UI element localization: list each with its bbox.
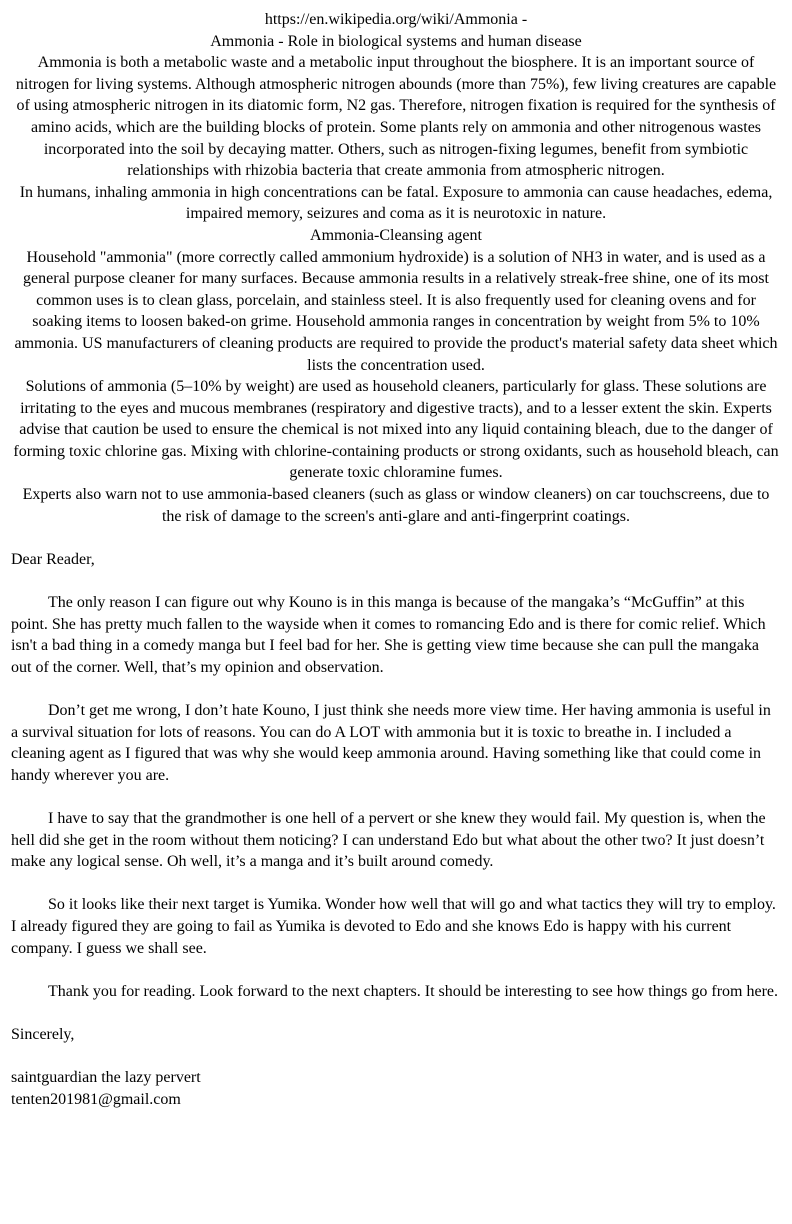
letter-paragraph: The only reason I can figure out why Kouno is in this manga is because of the mangaka’s “McGuffin” at this point. She has pretty much fallen to the wayside when it comes to romancing Edo and is there for comic relief. Which isn't a bad thing in a comedy manga but I feel bad for her. She is getting view time because she can pull the mangaka out of the corner. Well, that’s my opinion and observation. [11, 594, 766, 676]
wikipedia-excerpt [11, 9, 781, 527]
letter-paragraph: I have to say that the grandmother is one hell of a pervert or she knew they would fail. My question is, when the hell did she get in the room without them noticing? I can understand Edo but what about the other two? It just doesn’t make any logical sense. Oh well, it’s a manga and it’s built around comedy. [11, 809, 766, 871]
letter-email: tenten201981@gmail.com [11, 1090, 181, 1108]
letter-signature: saintguardian the lazy pervert [11, 1069, 201, 1087]
article-title: Ammonia - Role in biological systems and human disease [210, 32, 582, 50]
letter-paragraph: So it looks like their next target is Yumika. Wonder how well that will go and what tactics they will try to employ. I already figured they are going to fail as Yumika is devoted to Edo and she knows Edo is happy with his current company. I guess we shall see. [11, 896, 776, 957]
letter-closing: Sincerely, [11, 1025, 75, 1043]
wiki-paragraph-household: Household "ammonia" (more correctly called ammonium hydroxide) is a solution of NH3 in water, and is used as a general purpose cleaner for many surfaces. Because ammonia results in a relatively streak-free shine, one of its most common uses is to clean glass, porcelain, and stainless steel. It is also frequently used for cleaning ovens and for soaking items to loosen baked-on grime. Household ammonia ranges in concentration by weight from 5% to 10% ammonia. US manufacturers of cleaning products are required to provide the product's material safety data sheet which lists the concentration used. [14, 248, 778, 374]
wiki-subheading: Ammonia-Cleansing agent [310, 226, 482, 244]
wiki-paragraph-solutions: Solutions of ammonia (5–10% by weight) are used as household cleaners, particularly for glass. These solutions are irritating to the eyes and mucous membranes (respiratory and digestive tracts), and to a lesser extent the skin. Experts advise that caution be used to ensure the chemical is not mixed into any liquid containing bleach, due to the danger of forming toxic chlorine gas. Mixing with chlorine-containing products or strong oxidants, such as household bleach, can generate toxic chloramine fumes. [13, 378, 779, 482]
wiki-paragraph-touchscreens: Experts also warn not to use ammonia-based cleaners (such as glass or window cleaners) on car touchscreens, due to the risk of damage to the screen's anti-glare and anti-fingerprint coatings. [22, 486, 770, 525]
letter-salutation: Dear Reader, [11, 550, 95, 568]
wiki-paragraph-toxicity: In humans, inhaling ammonia in high concentrations can be fatal. Exposure to ammonia can cause headaches, edema, impaired memory, seizures and coma as it is neurotoxic in nature. [19, 183, 773, 223]
source-url: https://en.wikipedia.org/wiki/Ammonia - [264, 11, 528, 28]
reader-letter [11, 549, 781, 1110]
letter-paragraph: Don’t get me wrong, I don’t hate Kouno, I just think she needs more view time. Her having ammonia is useful in a survival situation for lots of reasons. You can do A LOT with ammonia but it is toxic to breathe in. I included a cleaning agent as I figured that was why she would keep ammonia around. Having something like that could come in handy wherever you are. [11, 702, 771, 784]
wiki-paragraph-biology: Ammonia is both a metabolic waste and a metabolic input throughout the biosphere. It is an important source of nitrogen for living systems. Although atmospheric nitrogen abounds (more than 75%), few living creatures are capable of using atmospheric nitrogen in its diatomic form, N2 gas. Therefore, nitrogen fixation is required for the synthesis of amino acids, which are the building blocks of protein. Some plants rely on ammonia and other nitrogenous wastes incorporated into the soil by decaying matter. Others, such as nitrogen-fixing legumes, benefit from symbiotic relationships with rhizobia bacteria that create ammonia from atmospheric nitrogen. [15, 54, 777, 180]
letter-paragraph: Thank you for reading. Look forward to the next chapters. It should be interesting to see how things go from here. [48, 982, 779, 1000]
